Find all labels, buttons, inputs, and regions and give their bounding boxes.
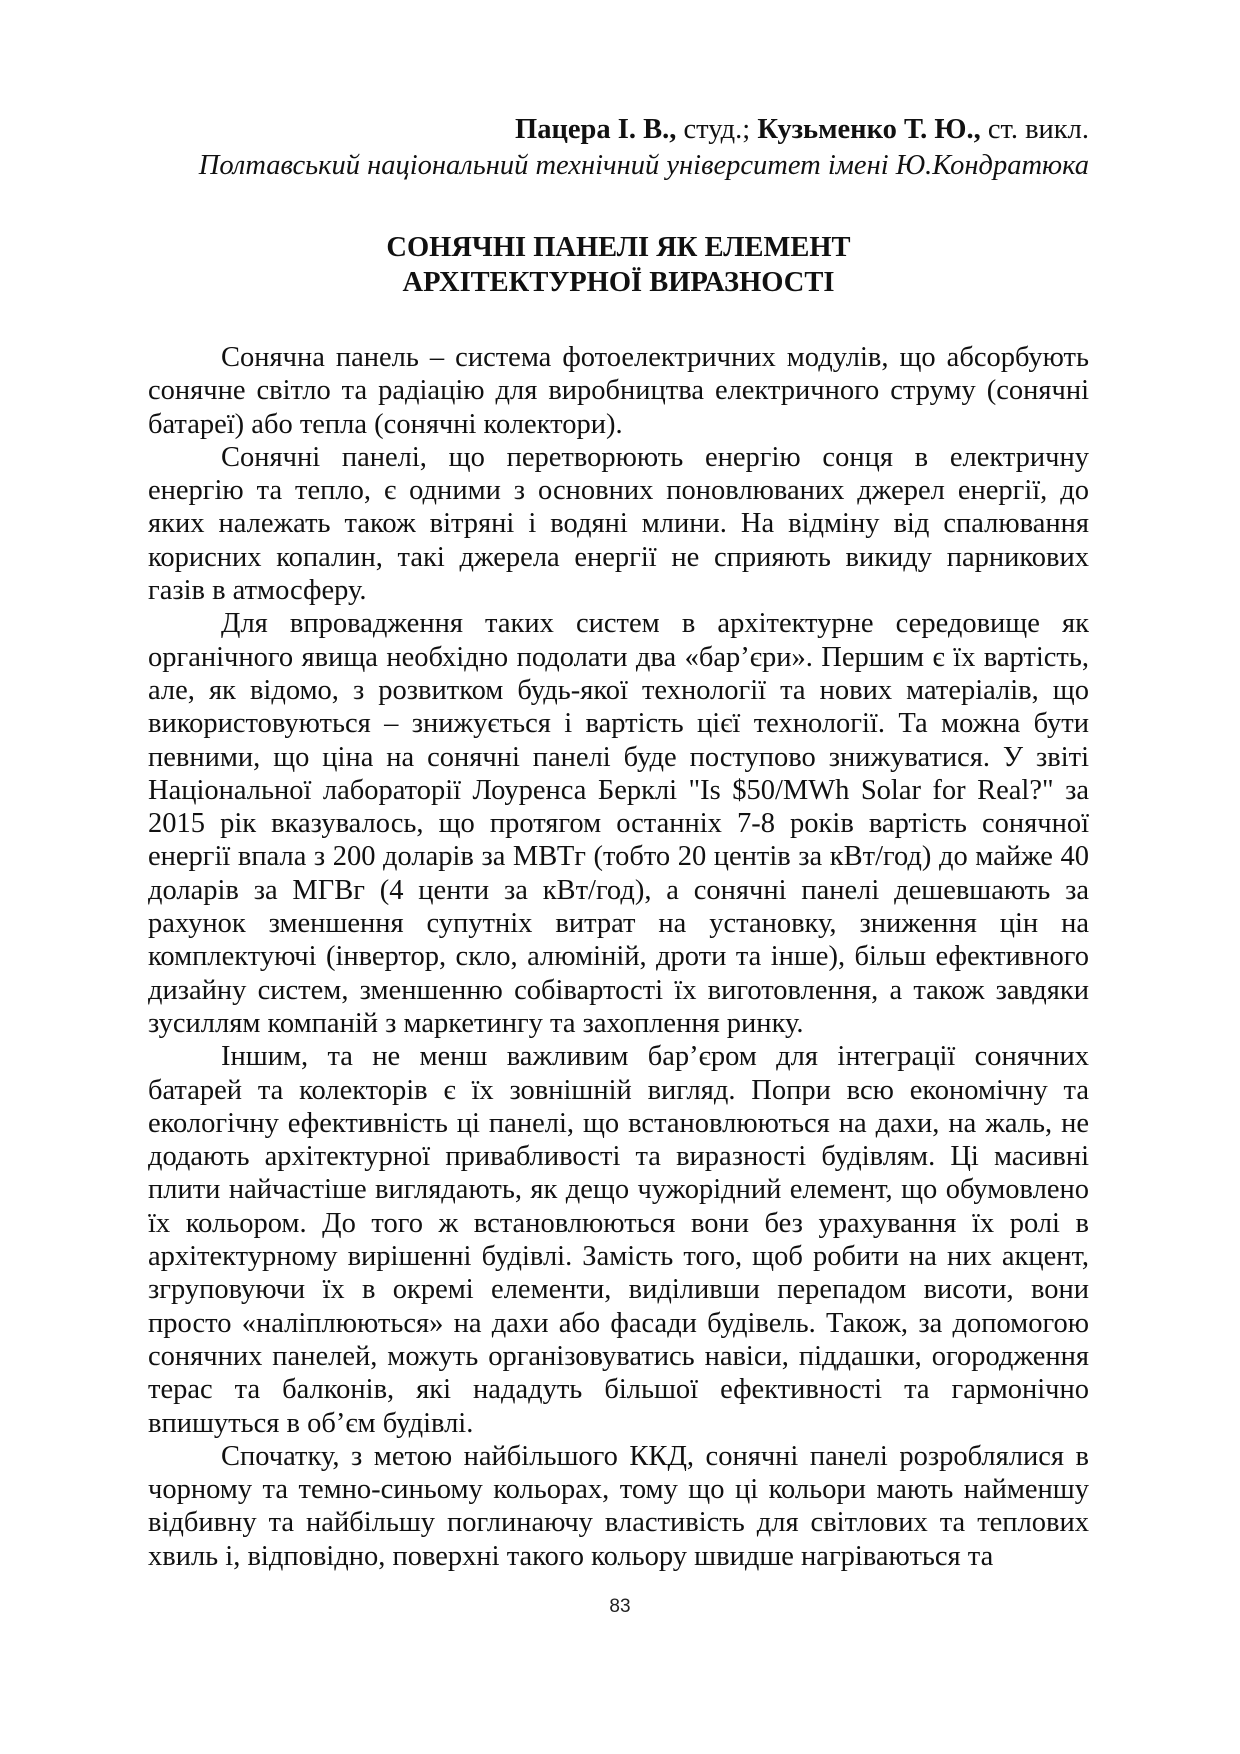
author-2-name: Кузьменко Т. Ю., xyxy=(757,114,981,145)
author-2-role: ст. викл. xyxy=(980,114,1089,145)
paragraph: Для впровадження таких систем в архітектурне середовище як органічного явища необхідно подолати два «бар’єри». Першим є їх вартість, але, як відомо, з розвитком будь-якої технології та нових матеріалів, що використовуються – знижується і вартість цієї технології. Та можна бути певними, що ціна на сонячні панелі буде поступово знижуватися. У звіті Національної лабораторії Лоуренса Берклі "Is $50/MWh Solar for Real?" за 2015 рік вказувалось, що протягом останніх 7-8 років вартість сонячної енергії впала з 200 доларів за МВТг (тобто 20 центів за кВт/год) до майже 40 доларів за МГВг (4 центи за кВт/год), а сонячні панелі дешевшають за рахунок зменшення супутніх витрат на установку, зниження цін на комплектуючі (інвертор, скло, алюміній, дроти та інше), більш ефективного дизайну систем, зменшенню собівартості їх виготовлення, а також завдяки зусиллям компаній з маркетингу та захоплення ринку. xyxy=(148,608,1089,1039)
article-body xyxy=(148,341,1089,1573)
title-line-2: АРХІТЕКТУРНОЇ ВИРАЗНОСТІ xyxy=(402,267,835,298)
author-line xyxy=(148,112,1089,148)
author-1-name: Пацера І. В., xyxy=(515,114,677,145)
document-page xyxy=(148,112,1089,1573)
paragraph: Сонячна панель – система фотоелектричних модулів, що абсорбують сонячне світло та радіацію для виробництва електричного струму (сонячні батареї) або тепла (сонячні колектори). xyxy=(148,342,1089,440)
paragraph: Іншим, та не менш важливим бар’єром для інтеграції сонячних батарей та колекторів є їх зовнішній вигляд. Попри всю економічну та екологічну ефективність ці панелі, що встановлюються на дахи, на жаль, не додають архітектурної привабливості та виразності будівлям. Ці масивні плити найчастіше виглядають, як дещо чужорідний елемент, що обумовлено їх кольором. До того ж встановлюються вони без урахування їх ролі в архітектурному вирішенні будівлі. Замість того, щоб робити на них акцент, згруповуючи їх в окремі елементи, виділивши перепадом висоти, вони просто «наліплюються» на дахи або фасади будівель. Також, за допомогою сонячних панелей, можуть організовуватись навіси, піддашки, огородження терас та балконів, які нададуть більшої ефективності та гармонічно впишуться в об’єм будівлі. xyxy=(148,1041,1089,1439)
paragraph: Спочатку, з метою найбільшого ККД, сонячні панелі розроблялися в чорному та темно-синьому кольорах, тому що ці кольори мають найменшу відбивну та найбільшу поглинаючу властивість для світлових та теплових хвиль і, відповідно, поверхні такого кольору швидше нагріваються та xyxy=(148,1440,1089,1572)
article-title xyxy=(148,230,1089,300)
paragraph: Сонячні панелі, що перетворюють енергію сонця в електричну енергію та тепло, є одними з основних поновлюваних джерел енергії, до яких належать також вітряні і водяні млини. На відміну від спалювання корисних копалин, такі джерела енергії не сприяють викиду парникових газів в атмосферу. xyxy=(148,441,1089,607)
affiliation: Полтавський національний технічний університет імені Ю.Кондратюка xyxy=(198,150,1089,181)
author-1-role: студ.; xyxy=(676,114,758,145)
title-line-1: СОНЯЧНІ ПАНЕЛІ ЯК ЕЛЕМЕНТ xyxy=(386,232,851,263)
page-number: 83 xyxy=(609,1596,631,1617)
